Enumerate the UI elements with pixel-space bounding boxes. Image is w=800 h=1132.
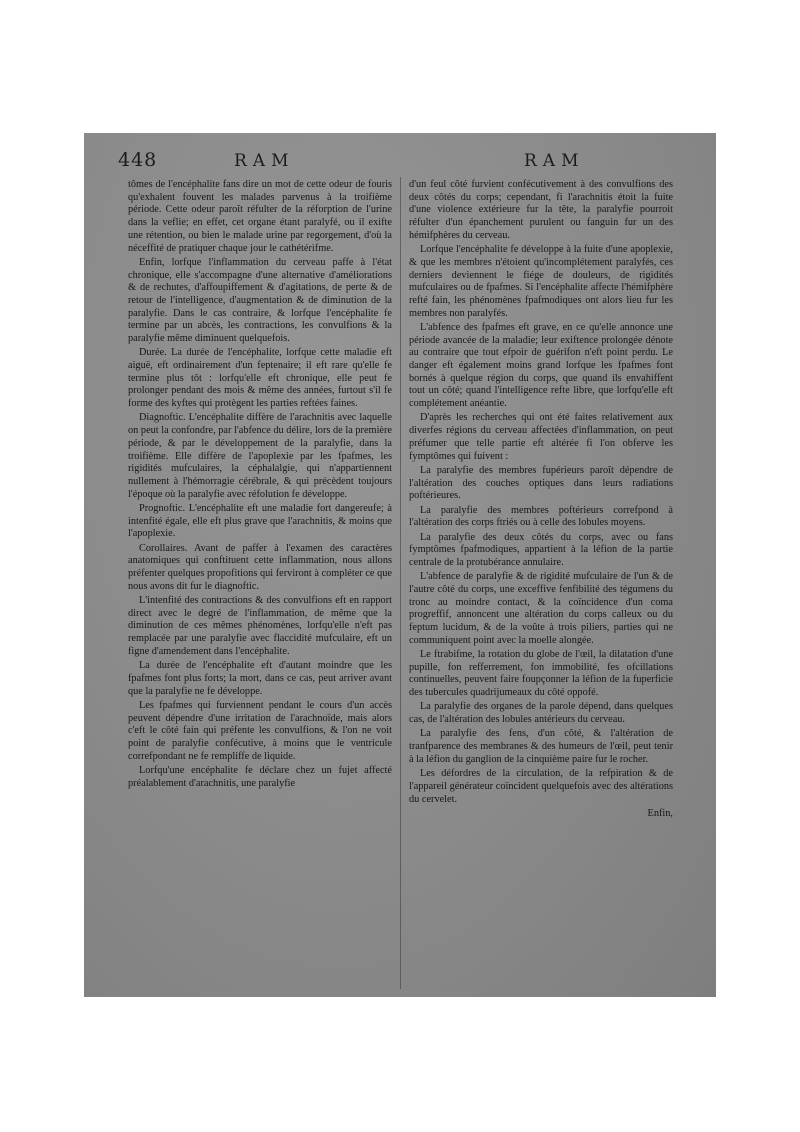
paragraph: Le ftrabifme, la rotation du globe de l'œil, la dilatation d'une pupille, fon refferrement, fon immobilité, fes ofcillations continuelles, peuvent faire foupçonner la léfion de la fuperficie des tubercules quadrijumeaux du côté oppofé. [409,649,673,699]
left-column [128,179,392,792]
paragraph: d'un feul côté furvient confécutivement à des convulfions des deux côtés du corps; cependant, fi l'arachnitis étoit la fuite d'une violence extérieure fur la tête, la paralyfie pourroit réfulter d'un épanchement purulent ou fanguin fur un des hémifphères du cerveau. [409,179,673,241]
column-divider [400,177,401,989]
paragraph: La paralyfie des fens, d'un côté, & l'altération de tranfparence des membranes & des humeurs de l'œil, peut tenir à la léfion du ganglion de la cinquième paire fur le rocher. [409,728,673,765]
right-column [409,179,673,822]
paragraph: La paralyfie des organes de la parole dépend, dans quelques cas, de l'altération des lobules antérieurs du cerveau. [409,701,673,726]
catchword: Enfin, [647,807,673,819]
paragraph: Diagnoftic. L'encéphalite diffère de l'arachnitis avec laquelle on peut la confondre, par l'abfence du délire, lors de la première période, & par le développement de la paralyfie, dans la troifième. Elle diffère de l'apoplexie par les fpafmes, les rigidités mufculaires, la céphalalgie, qui n'appartiennent nullement à l'hémorragie cérébrale, & qui précèdent toujours l'époque où la paralyfie avec réfolution fe développe. [128,412,392,500]
paragraph: Corollaires. Avant de paffer à l'examen des caractères anatomiques qui conftituent cette inflammation, nous allons préfenter quelques propofitions qui ferviront à compléter ce que nous avons dit fur le diagnoftic. [128,542,392,592]
page-number: 448 [118,149,158,171]
running-head-left: RAM [234,151,295,171]
paragraph: Lorfqu'une encéphalite fe déclare chez un fujet affecté préalablement d'arachnitis, une paralyfie [128,764,392,789]
paragraph: La paralyfie des membres poftérieurs correfpond à l'altération des corps ftriés ou à celle des lobules moyens. [409,504,673,529]
running-head-right: RAM [524,151,585,171]
paragraph: La paralyfie des deux côtés du corps, avec ou fans fymptômes fpafmodiques, appartient à la léfion de la partie centrale de la protubérance annulaire. [409,531,673,568]
page-header [84,149,716,179]
paragraph: Lorfque l'encéphalite fe développe à la fuite d'une apoplexie, & que les membres n'étoient qu'incomplétement paralyfés, ces derniers deviennent le fiége de douleurs, de rigidités mufculaires ou de fpafmes. Si l'encéphalite affecte l'hémifphère refté fain, les phénomènes fpafmodiques ont alors lieu fur les membres non paralyfés. [409,244,673,319]
paragraph: Durée. La durée de l'encéphalite, lorfque cette maladie eft aiguë, eft ordinairement d'un feptenaire; il eft rare qu'elle fe termine plus tôt : lorfqu'elle eft chronique, elle peut fe prolonger pendant des mois & même des années, furtout s'il fe forme des kyftes qui protègent les parties reftées faines. [128,347,392,410]
paragraph: La paralyfie des membres fupérieurs paroît dépendre de l'altération des couches optiques dans leurs radiations poftérieures. [409,464,673,502]
paragraph: Enfin, lorfque l'inflammation du cerveau paffe à l'état chronique, elle s'accompagne d'une alternative d'améliorations & de rechutes, d'affoupiffement & d'agitations, de perte & de retour de l'intelligence, d'augmentation & de diminution de la paralyfie. Dans le cas contraire, & lorfque l'encéphalite fe termine par un abcès, les contractions, les convulfions & la paralyfie même diminuent quelquefois. [128,256,392,345]
paragraph: L'intenfité des contractions & des convulfions eft en rapport direct avec le degré de l'inflammation, de même que la diminution de ces mêmes phénomènes, lorfqu'elle n'eft pas remplacée par une paralyfie avec flaccidité mufculaire, eft un figne d'amendement dans l'encéphalite. [128,595,392,657]
paragraph: Les fpafmes qui furviennent pendant le cours d'un accès peuvent dépendre d'une irritation de l'arachnoïde, mais alors c'eft le côté fain qui préfente les convulfions, & l'on ne voit point de paralyfie confécutive, à moins que le ventricule correfpondant ne fe rempliffe de liquide. [128,699,392,762]
paragraph: L'abfence des fpafmes eft grave, en ce qu'elle annonce une période avancée de la maladie; leur exiftence prolongée dénote au contraire que tout efpoir de guérifon n'eft point perdu. Le danger eft également moins grand lorfque les fpafmes font bornés à quelque région du corps, que quand ils envahiffent tout un côté; quand l'intelligence refte libre, que lorfqu'elle eft complétement anéantie. [409,321,673,410]
paragraph: Les défordres de la circulation, de la refpiration & de l'appareil générateur coïncident quelquefois avec des altérations du cervelet. [409,768,673,805]
scanned-page [84,133,716,997]
paragraph: La durée de l'encéphalite eft d'autant moindre que les fpafmes font plus forts; la mort, dans ce cas, peut arriver avant que la paralyfie ne fe développe. [128,660,392,697]
paragraph: Prognoftic. L'encéphalite eft une maladie fort dangereufe; à intenfité égale, elle eft plus grave que l'arachnitis, & moins que l'apoplexie. [128,502,392,540]
paragraph: D'après les recherches qui ont été faites relativement aux diverfes régions du cerveau affectées d'inflammation, on peut préfumer que telle partie eft altérée fi l'on obferve les fymptômes qui fuivent : [409,412,673,462]
paragraph: tômes de l'encéphalite fans dire un mot de cette odeur de fouris qu'exhalent fouvent les malades parvenus à la troifième période. Cette odeur paroît réfulter de la réforption de l'urine dans la veflie; en effet, cet organe étant paralyfé, ou il exifte une rétention, ou bien le malade urine par regorgement, d'où la néceffité de pratiquer chaque jour le cathétérifme. [128,179,392,254]
paragraph: L'abfence de paralyfie & de rigidité mufculaire de l'un & de l'autre côté du corps, une exceffive fenfibilité des tégumens du tronc au moindre contact, & la coïncidence d'un coma progreffif, annoncent une altération du corps calleux ou du feptum lucidum, & de la voûte à trois piliers, parties qui ne communiquent point avec la moelle alongée. [409,571,673,646]
